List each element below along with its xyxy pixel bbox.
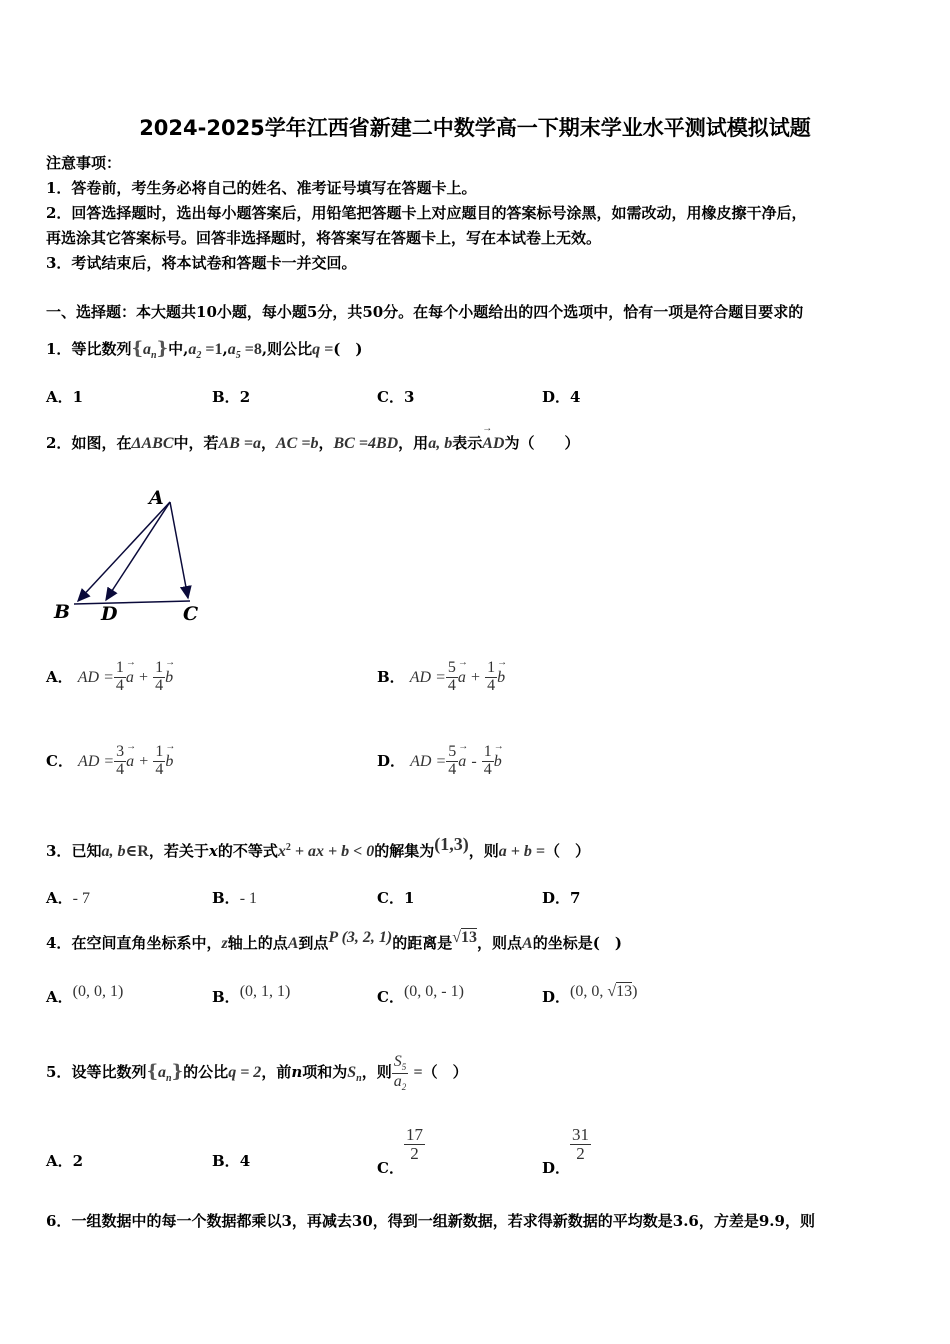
q4-option-d: D．(0, 0, √13) — [542, 983, 638, 1006]
section-heading: 一、选择题：本大题共10小题，每小题5分，共50分。在每个小题给出的四个选项中，恰有一项是符合题目要求的 — [46, 303, 804, 321]
notice-item-1: 1．答卷前，考生务必将自己的姓名、准考证号填写在答题卡上。 — [46, 179, 477, 197]
vector-ac — [170, 502, 188, 598]
q1-option-c: C．3 — [377, 388, 415, 406]
vector-ab — [78, 502, 170, 601]
q1-option-d: D．4 — [542, 388, 581, 406]
q3-option-c: C．1 — [377, 889, 415, 907]
question-1: 1．等比数列$\{a_n\}$中$,a_2 =1,a_5 =8$,则公比q =( ) — [46, 338, 363, 361]
q2-option-b: B． AD = $\frac{5}{4}$ → a + $\frac{1}{4}$ → b — [377, 660, 505, 695]
q5-option-d: D． $\frac{31}{2}$ — [542, 1125, 590, 1177]
q4-option-a: A．(0, 0, 1) — [46, 983, 124, 1006]
q5-option-b: B．4 — [212, 1152, 251, 1170]
q1-option-a: A．1 — [46, 388, 84, 406]
label-a: A — [149, 487, 164, 509]
q4-option-b: B．(0, 1, 1) — [212, 983, 291, 1006]
triangle-figure — [48, 484, 218, 629]
notice-item-2-cont: 再选涂其它答案标号。回答非选择题时，将答案写在答题卡上，写在本试卷上无效。 — [46, 229, 602, 247]
q3-option-b: B．- 1 — [212, 889, 258, 907]
q4-option-c: C．(0, 0, - 1) — [377, 983, 464, 1006]
question-5: 5．设等比数列$\{a_n\}$的公比q = 2，前n项和为$S_n$，则 $\frac{S_5}{a_2}$ =（ ） — [46, 1053, 468, 1092]
page-title: 2024-2025学年江西省新建二中数学高一下期末学业水平测试模拟试题 — [139, 116, 811, 140]
q2-option-c: C． AD = $\frac{3}{4}$ → a + $\frac{1}{4}$ → b — [46, 744, 173, 779]
q3-option-d: D．7 — [542, 889, 581, 907]
question-6: 6．一组数据中的每一个数据都乘以3，再减去30，得到一组新数据，若求得新数据的平均数是3.6，方差是9.9，则 — [46, 1212, 815, 1230]
notice-item-3: 3．考试结束后，将本试卷和答题卡一并交回。 — [46, 254, 357, 272]
label-c: C — [183, 603, 199, 625]
segment-bc — [74, 601, 190, 604]
q5-option-c: C． $\frac{17}{2}$ — [377, 1125, 423, 1177]
vector-ad — [106, 502, 170, 600]
q5-option-a: A．2 — [46, 1152, 84, 1170]
notice-item-2: 2．回答选择题时，选出每小题答案后，用铅笔把答题卡上对应题目的答案标号涂黑，如需改动，用橡皮擦干净后， — [46, 204, 807, 222]
question-3: 3．已知a, b∈R，若关于x的不等式$x^2$ + ax + b < 0的解集为(1,3)，则a + b =（ ） — [46, 834, 590, 860]
notice-heading: 注意事项： — [46, 154, 122, 172]
label-b: B — [54, 601, 71, 623]
q2-option-d: D． AD = $\frac{5}{4}$ → a - $\frac{1}{4}$ → b — [377, 744, 502, 779]
label-d: D — [101, 603, 118, 625]
question-4: 4．在空间直角坐标系中，z轴上的点A到点P (3, 2, 1)的距离是√13，则点A的坐标是( ) — [46, 929, 622, 952]
q3-option-a: A．- 7 — [46, 889, 90, 907]
q2-option-a: A． AD = $\frac{1}{4}$ → a + $\frac{1}{4}$ → b — [46, 660, 173, 695]
question-2: 2．如图，在ΔABC中，若AB =a，AC =b，BC =4BD，用a, b表示→ AD为（ ） — [46, 432, 579, 453]
q1-option-b: B．2 — [212, 388, 251, 406]
